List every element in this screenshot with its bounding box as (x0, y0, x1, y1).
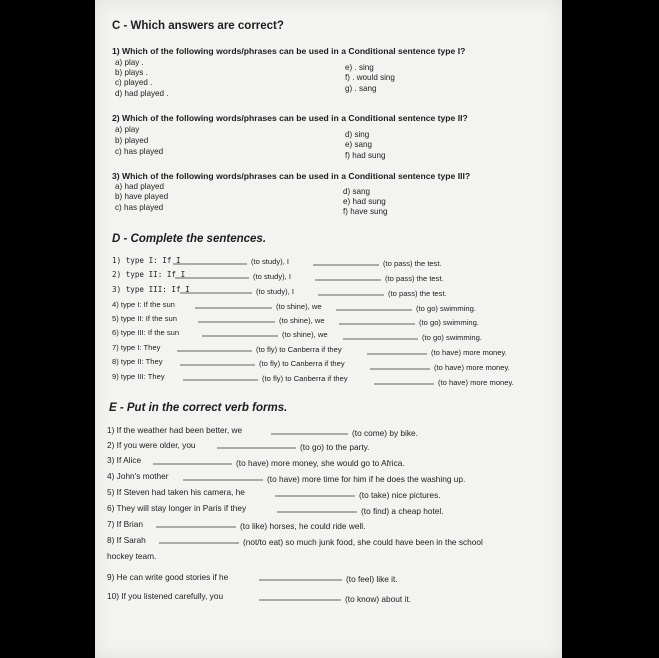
e-line-8-part-b: (not/to eat) so much junk food, she could have been in the school (243, 537, 483, 547)
option-c2-e: e) sang (345, 140, 372, 149)
e-line-8-continuation: hockey team. (107, 551, 157, 561)
d-line-7-part-c: (to have) more money. (431, 348, 507, 357)
option-c2-b: b) played (115, 136, 149, 145)
e-line-4-part-a: 4) John's mother (107, 471, 169, 481)
d-line-9-part-b: (to fly) to Canberra if they (262, 374, 348, 383)
option-c3-a: a) had played (115, 182, 165, 191)
option-c2-a: a) play (115, 125, 140, 134)
question-c3: 3) Which of the following words/phrases can be used in a Conditional sentence type III? (112, 171, 471, 181)
e-line-5-part-b: (to take) nice pictures. (359, 490, 441, 500)
d-line-8-part-c: (to have) more money. (434, 363, 510, 372)
option-c1-d: d) had played . (115, 89, 169, 98)
option-c3-d: d) sang (343, 187, 370, 196)
e-line-2-part-a: 2) If you were older, you (107, 440, 196, 450)
option-c1-c: c) played . (115, 78, 153, 87)
d-line-6-part-a: 6) type III: If the sun (112, 328, 180, 337)
d-line-9-part-c: (to have) more money. (438, 378, 514, 387)
d-line-7-part-a: 7) type I: They (112, 343, 161, 352)
d-line-8-part-b: (to fly) to Canberra if they (259, 359, 345, 368)
d-line-4-part-a: 4) type I: If the sun (112, 300, 175, 309)
d-line-2-part-a: 2) type II: If I (112, 270, 186, 279)
e-line-7-part-a: 7) If Brian (107, 519, 143, 529)
e-line-1-part-b: (to come) by bike. (352, 428, 418, 438)
option-c3-c: c) has played (115, 203, 164, 212)
d-line-7-part-b: (to fly) to Canberra if they (256, 345, 342, 354)
e-line-10-part-b: (to know) about it. (345, 594, 411, 604)
d-line-5-part-a: 5) type II: If the sun (112, 314, 178, 323)
d-line-4-part-c: (to go) swimming. (416, 304, 476, 313)
option-c1-b: b) plays . (115, 68, 148, 77)
option-c1-g: g) . sang (345, 84, 377, 93)
e-line-7-part-b: (to like) horses, he could ride well. (240, 521, 366, 531)
question-c1: 1) Which of the following words/phrases can be used in a Conditional sentence type I? (112, 46, 466, 56)
d-line-3-part-c: (to pass) the test. (388, 289, 447, 298)
e-line-2-part-b: (to go) to the party. (300, 442, 370, 452)
d-line-9-part-a: 9) type III: They (112, 372, 165, 381)
option-c1-f: f) . would sing (345, 73, 395, 82)
e-line-3-part-b: (to have) more money, she would go to Africa. (236, 458, 405, 468)
d-line-3-part-b: (to study), I (256, 287, 294, 296)
d-line-2-part-b: (to study), I (253, 272, 291, 281)
section-c-title: C - Which answers are correct? (112, 20, 284, 32)
e-line-9-part-a: 9) He can write good stories if he (107, 572, 229, 582)
d-line-5-part-c: (to go) swimming. (419, 318, 479, 327)
option-c3-b: b) have played (115, 192, 169, 201)
d-line-8-part-a: 8) type II: They (112, 357, 163, 366)
e-line-6-part-b: (to find) a cheap hotel. (361, 506, 444, 516)
e-line-10-part-a: 10) If you listened carefully, you (107, 591, 224, 601)
d-line-6-part-c: (to go) swimming. (422, 333, 482, 342)
d-line-1-part-b: (to study), I (251, 257, 289, 266)
e-line-3-part-a: 3) If Alice (107, 455, 142, 465)
option-c3-e: e) had sung (343, 197, 386, 206)
option-c2-f: f) had sung (345, 151, 386, 160)
e-line-9-part-b: (to feel) like it. (346, 574, 398, 584)
d-line-4-part-b: (to shine), we (276, 302, 322, 311)
worksheet-page (95, 0, 562, 658)
d-line-1-part-c: (to pass) the test. (383, 259, 442, 268)
d-line-3-part-a: 3) type III: If I (112, 285, 190, 294)
e-line-6-part-a: 6) They will stay longer in Paris if they (107, 503, 247, 513)
e-line-8-part-a: 8) If Sarah (107, 535, 146, 545)
option-c1-a: a) play . (115, 58, 144, 67)
e-line-4-part-b: (to have) more time for him if he does the washing up. (267, 474, 466, 484)
d-line-6-part-b: (to shine), we (282, 330, 328, 339)
e-line-1-part-a: 1) If the weather had been better, we (107, 425, 243, 435)
d-line-5-part-b: (to shine), we (279, 316, 325, 325)
d-line-2-part-c: (to pass) the test. (385, 274, 444, 283)
section-e-title: E - Put in the correct verb forms. (109, 402, 288, 414)
e-line-5-part-a: 5) If Steven had taken his camera, he (107, 487, 245, 497)
d-line-1-part-a: 1) type I: If I (112, 256, 181, 265)
option-c1-e: e) . sing (345, 63, 374, 72)
question-c2: 2) Which of the following words/phrases can be used in a Conditional sentence type II? (112, 113, 468, 123)
option-c3-f: f) have sung (343, 207, 388, 216)
section-d-title: D - Complete the sentences. (112, 233, 267, 245)
option-c2-d: d) sing (345, 130, 370, 139)
option-c2-c: c) has played (115, 147, 164, 156)
